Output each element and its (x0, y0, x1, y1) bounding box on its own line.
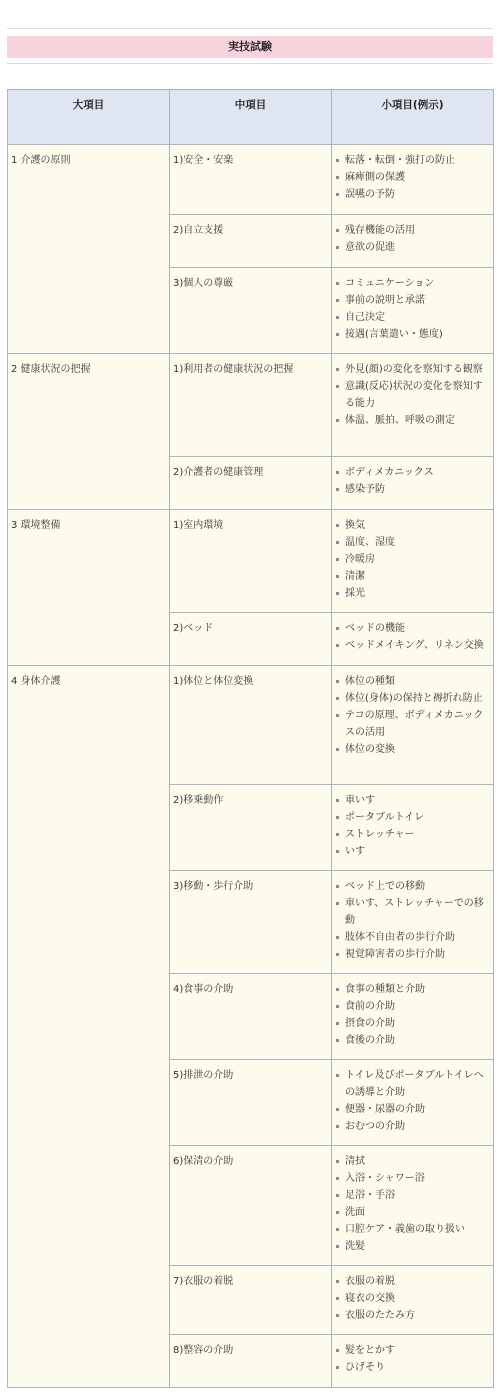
minor-items-list (335, 1273, 491, 1324)
minor-items-list (335, 222, 491, 256)
header-row (8, 90, 494, 145)
header-middle: 中項目 (170, 90, 332, 145)
middle-item-cell: 4)食事の介助 (170, 974, 332, 1060)
minor-items-cell (332, 1266, 494, 1335)
major-item-cell: 4 身体介護 (8, 666, 170, 1388)
minor-items-cell (332, 1335, 494, 1388)
middle-item-cell: 7)衣服の着脱 (170, 1266, 332, 1335)
minor-items-cell (332, 510, 494, 613)
list-item: 自己決定 (335, 309, 491, 326)
table-row (8, 354, 494, 457)
minor-items-cell (332, 974, 494, 1060)
minor-items-list (335, 1153, 491, 1255)
list-item: 体温、脈拍、呼吸の測定 (335, 412, 491, 429)
list-item: 清潔 (335, 568, 491, 585)
minor-items-cell (332, 354, 494, 457)
list-item: 便器・尿器の介助 (335, 1101, 491, 1118)
page-title: 実技試験 (7, 36, 493, 58)
minor-items-cell (332, 1060, 494, 1146)
minor-items-cell (332, 613, 494, 666)
major-item-cell: 2 健康状況の把握 (8, 354, 170, 510)
list-item: 車いす、ストレッチャーでの移動 (335, 895, 491, 929)
minor-items-list (335, 620, 491, 654)
list-item: ベッドの機能 (335, 620, 491, 637)
list-item: 麻痺側の保護 (335, 169, 491, 186)
minor-items-cell (332, 871, 494, 974)
list-item: テコの原理、ボディメカニックスの活用 (335, 707, 491, 741)
minor-items-cell (332, 268, 494, 354)
list-item: 食事の種類と介助 (335, 981, 491, 998)
minor-items-list (335, 1067, 491, 1135)
minor-items-list (335, 517, 491, 602)
list-item: ベッド上での移動 (335, 878, 491, 895)
list-item: トイレ及びポータブルトイレへの誘導と介助 (335, 1067, 491, 1101)
header-major: 大項目 (8, 90, 170, 145)
list-item: コミュニケーション (335, 275, 491, 292)
list-item: 食前の介助 (335, 998, 491, 1015)
middle-item-cell: 5)排泄の介助 (170, 1060, 332, 1146)
list-item: 意欲の促進 (335, 239, 491, 256)
middle-item-cell: 2)ベッド (170, 613, 332, 666)
list-item: 洗面 (335, 1204, 491, 1221)
title-frame (7, 28, 493, 64)
minor-items-list (335, 1342, 491, 1376)
list-item: 衣服のたたみ方 (335, 1307, 491, 1324)
middle-item-cell: 1)利用者の健康状況の把握 (170, 354, 332, 457)
major-item-cell: 1 介護の原則 (8, 145, 170, 354)
minor-items-cell (332, 215, 494, 268)
table-row (8, 666, 494, 785)
list-item: 換気 (335, 517, 491, 534)
list-item: 誤嚥の予防 (335, 186, 491, 203)
list-item: 洗髪 (335, 1238, 491, 1255)
list-item: 清拭 (335, 1153, 491, 1170)
list-item: 視覚障害者の歩行介助 (335, 946, 491, 963)
list-item: 残存機能の活用 (335, 222, 491, 239)
list-item: 入浴・シャワー浴 (335, 1170, 491, 1187)
minor-items-list (335, 981, 491, 1049)
list-item: 衣服の着脱 (335, 1273, 491, 1290)
list-item: おむつの介助 (335, 1118, 491, 1135)
list-item: 意識(反応)状況の変化を察知する能力 (335, 378, 491, 412)
list-item: 外見(顔)の変化を察知する観察 (335, 361, 491, 378)
middle-item-cell: 1)室内環境 (170, 510, 332, 613)
middle-item-cell: 8)整容の介助 (170, 1335, 332, 1388)
list-item: 肢体不自由者の歩行介助 (335, 929, 491, 946)
minor-items-list (335, 361, 491, 429)
middle-item-cell: 1)安全・安楽 (170, 145, 332, 215)
list-item: 摂食の介助 (335, 1015, 491, 1032)
list-item: 足浴・手浴 (335, 1187, 491, 1204)
minor-items-list (335, 275, 491, 343)
list-item: 冷暖房 (335, 551, 491, 568)
minor-items-cell (332, 457, 494, 510)
middle-item-cell: 1)体位と体位変換 (170, 666, 332, 785)
middle-item-cell: 3)移動・歩行介助 (170, 871, 332, 974)
list-item: 車いす (335, 792, 491, 809)
header-minor: 小項目(例示) (332, 90, 494, 145)
middle-item-cell: 2)介護者の健康管理 (170, 457, 332, 510)
list-item: 感染予防 (335, 481, 491, 498)
list-item: 温度、湿度 (335, 534, 491, 551)
major-item-cell: 3 環境整備 (8, 510, 170, 666)
list-item: 転落・転倒・強打の防止 (335, 152, 491, 169)
minor-items-list (335, 152, 491, 203)
exam-items-table (7, 89, 494, 1388)
list-item: 体位の種類 (335, 673, 491, 690)
list-item: 口腔ケア・義歯の取り扱い (335, 1221, 491, 1238)
middle-item-cell: 2)自立支援 (170, 215, 332, 268)
minor-items-cell (332, 145, 494, 215)
list-item: ひげそり (335, 1359, 491, 1376)
minor-items-list (335, 878, 491, 963)
list-item: ポータブルトイレ (335, 809, 491, 826)
middle-item-cell: 6)保清の介助 (170, 1146, 332, 1266)
middle-item-cell: 3)個人の尊厳 (170, 268, 332, 354)
list-item: 採光 (335, 585, 491, 602)
table-row (8, 145, 494, 215)
list-item: ストレッチャー (335, 826, 491, 843)
minor-items-cell (332, 785, 494, 871)
list-item: ボディメカニックス (335, 464, 491, 481)
list-item: 体位(身体)の保持と褥折れ防止 (335, 690, 491, 707)
minor-items-list (335, 792, 491, 860)
list-item: 食後の介助 (335, 1032, 491, 1049)
list-item: 事前の説明と承諾 (335, 292, 491, 309)
list-item: 体位の変換 (335, 741, 491, 758)
table-row (8, 510, 494, 613)
middle-item-cell: 2)移乗動作 (170, 785, 332, 871)
list-item: ベッドメイキング、リネン交換 (335, 637, 491, 654)
minor-items-cell (332, 666, 494, 785)
list-item: 髪をとかす (335, 1342, 491, 1359)
list-item: 接遇(言葉遣い・態度) (335, 326, 491, 343)
minor-items-cell (332, 1146, 494, 1266)
list-item: 寝衣の交換 (335, 1290, 491, 1307)
minor-items-list (335, 464, 491, 498)
list-item: いす (335, 843, 491, 860)
minor-items-list (335, 673, 491, 758)
